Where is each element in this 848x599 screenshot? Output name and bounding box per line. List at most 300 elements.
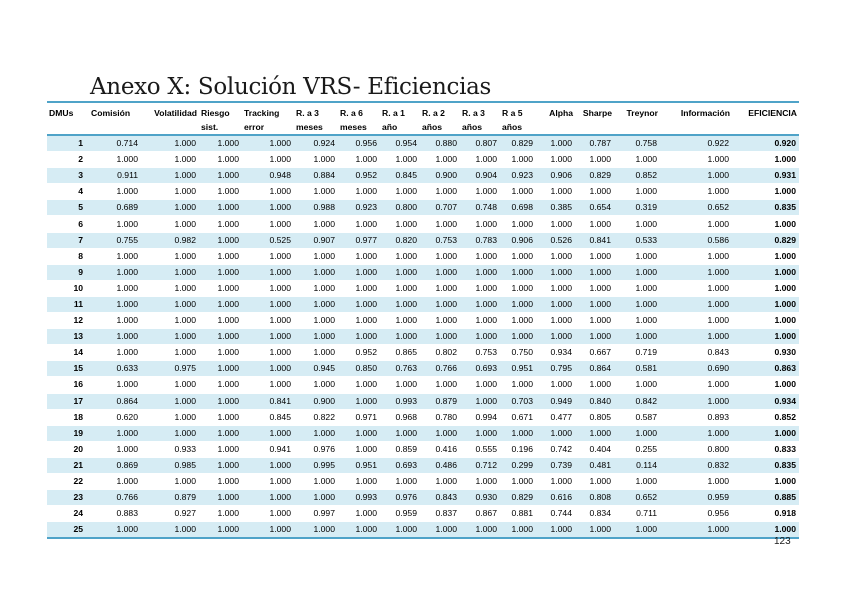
efficiency-table [47,101,799,539]
table-cell: 0.255 [614,441,660,457]
table-cell: 0.829 [575,168,614,184]
column-header: Riesgo sist. [199,102,242,135]
dmu-cell: 24 [47,506,89,522]
table-cell: 1.000 [338,425,380,441]
efficiency-cell: 1.000 [732,522,799,539]
table-cell: 1.000 [660,329,732,345]
table-cell: 1.000 [500,184,536,200]
table-cell: 0.196 [500,441,536,457]
dmu-cell: 2 [47,152,89,168]
dmu-cell: 23 [47,490,89,506]
table-cell: 1.000 [242,296,294,312]
table-cell: 1.000 [575,313,614,329]
table-cell: 0.404 [575,441,614,457]
table-cell: 1.000 [460,329,500,345]
dmu-cell: 13 [47,329,89,345]
table-cell: 0.933 [141,441,199,457]
table-cell: 1.000 [660,393,732,409]
dmu-cell: 19 [47,425,89,441]
table-cell: 1.000 [536,248,575,264]
table-cell: 0.822 [294,409,338,425]
table-cell: 1.000 [141,409,199,425]
table-cell: 0.864 [575,361,614,377]
table-row [47,490,799,506]
table-row [47,248,799,264]
table-cell: 1.000 [141,473,199,489]
table-cell: 0.959 [380,506,420,522]
table-cell: 0.698 [500,200,536,216]
table-row [47,216,799,232]
table-cell: 0.755 [89,232,141,248]
table-cell: 1.000 [141,280,199,296]
table-cell: 1.000 [460,377,500,393]
table-cell: 1.000 [380,377,420,393]
table-cell: 0.586 [660,232,732,248]
dmu-cell: 5 [47,200,89,216]
table-cell: 1.000 [89,425,141,441]
table-cell: 1.000 [660,377,732,393]
table-cell: 1.000 [338,393,380,409]
table-cell: 1.000 [242,345,294,361]
table-cell: 0.949 [536,393,575,409]
table-cell: 1.000 [141,329,199,345]
table-cell: 0.581 [614,361,660,377]
efficiency-cell: 1.000 [732,296,799,312]
table-row [47,425,799,441]
table-cell: 0.486 [420,457,460,473]
table-cell: 1.000 [242,425,294,441]
table-cell: 1.000 [242,313,294,329]
table-cell: 1.000 [536,184,575,200]
table-cell: 1.000 [338,377,380,393]
table-cell: 1.000 [575,152,614,168]
table-cell: 1.000 [536,296,575,312]
page-number: 123 [774,536,791,547]
table-cell: 1.000 [89,216,141,232]
table-cell: 1.000 [536,473,575,489]
table-cell: 1.000 [660,168,732,184]
table-cell: 0.948 [242,168,294,184]
table-cell: 1.000 [294,329,338,345]
table-cell: 1.000 [141,184,199,200]
table-cell: 1.000 [460,264,500,280]
table-cell: 1.000 [199,425,242,441]
table-cell: 0.299 [500,457,536,473]
table-cell: 1.000 [460,313,500,329]
table-cell: 1.000 [660,184,732,200]
table-cell: 1.000 [294,264,338,280]
table-cell: 0.750 [500,345,536,361]
table-cell: 1.000 [242,457,294,473]
table-cell: 1.000 [660,522,732,539]
table-cell: 1.000 [460,216,500,232]
table-cell: 1.000 [141,200,199,216]
table-cell: 1.000 [660,296,732,312]
table-cell: 1.000 [294,296,338,312]
table-cell: 0.879 [420,393,460,409]
dmu-cell: 20 [47,441,89,457]
table-body [47,135,799,538]
dmu-cell: 6 [47,216,89,232]
table-cell: 0.993 [380,393,420,409]
table-cell: 0.976 [380,490,420,506]
table-cell: 0.952 [338,168,380,184]
dmu-cell: 16 [47,377,89,393]
table-cell: 1.000 [242,200,294,216]
table-header-row [47,102,799,135]
table-cell: 0.837 [420,506,460,522]
table-cell: 1.000 [199,361,242,377]
table-cell: 1.000 [199,280,242,296]
table-cell: 0.994 [460,409,500,425]
table-cell: 0.993 [338,490,380,506]
table-cell: 1.000 [199,248,242,264]
column-header: Alpha [536,102,575,135]
table-cell: 0.954 [380,135,420,152]
dmu-cell: 21 [47,457,89,473]
table-cell: 0.763 [380,361,420,377]
table-cell: 1.000 [660,313,732,329]
table-cell: 1.000 [614,313,660,329]
table-cell: 0.620 [89,409,141,425]
table-cell: 1.000 [141,168,199,184]
table-cell: 0.911 [89,168,141,184]
table-row [47,377,799,393]
dmu-cell: 18 [47,409,89,425]
dmu-cell: 1 [47,135,89,152]
table-cell: 0.952 [338,345,380,361]
table-cell: 0.904 [460,168,500,184]
table-cell: 1.000 [420,152,460,168]
table-cell: 1.000 [338,248,380,264]
table-cell: 1.000 [575,425,614,441]
column-header: DMUs [47,102,89,135]
table-cell: 1.000 [242,377,294,393]
table-cell: 1.000 [199,522,242,539]
table-cell: 0.893 [660,409,732,425]
table-cell: 1.000 [536,216,575,232]
table-row [47,457,799,473]
table-cell: 1.000 [294,313,338,329]
table-cell: 1.000 [338,184,380,200]
efficiency-cell: 1.000 [732,425,799,441]
table-cell: 1.000 [614,522,660,539]
table-cell: 0.533 [614,232,660,248]
table-cell: 0.654 [575,200,614,216]
table-cell: 1.000 [614,329,660,345]
column-header: R. a 6 meses [338,102,380,135]
table-cell: 0.808 [575,490,614,506]
column-header: R. a 3 años [460,102,500,135]
table-cell: 1.000 [89,313,141,329]
column-header: Volatilidad [141,102,199,135]
table-cell: 0.714 [89,135,141,152]
table-row [47,393,799,409]
table-cell: 1.000 [460,393,500,409]
table-cell: 1.000 [242,135,294,152]
table-cell: 0.703 [500,393,536,409]
table-cell: 1.000 [199,490,242,506]
column-header: Información [660,102,732,135]
table-cell: 1.000 [614,425,660,441]
table-cell: 0.693 [380,457,420,473]
efficiency-cell: 1.000 [732,313,799,329]
table-cell: 1.000 [420,473,460,489]
table-cell: 0.997 [294,506,338,522]
table-cell: 1.000 [380,248,420,264]
table-row [47,329,799,345]
table-cell: 1.000 [141,425,199,441]
table-cell: 1.000 [660,473,732,489]
table-cell: 0.880 [420,135,460,152]
table-cell: 0.758 [614,135,660,152]
table-cell: 1.000 [294,377,338,393]
table-cell: 0.859 [380,441,420,457]
efficiency-cell: 0.918 [732,506,799,522]
table-cell: 1.000 [575,280,614,296]
table-cell: 0.879 [141,490,199,506]
table-cell: 0.753 [420,232,460,248]
table-cell: 1.000 [500,329,536,345]
table-cell: 1.000 [420,280,460,296]
table-cell: 1.000 [294,152,338,168]
table-cell: 1.000 [199,457,242,473]
efficiency-cell: 1.000 [732,264,799,280]
table-cell: 0.985 [141,457,199,473]
table-cell: 0.841 [242,393,294,409]
table-row [47,152,799,168]
table-cell: 1.000 [575,296,614,312]
table-cell: 1.000 [500,313,536,329]
table-cell: 0.867 [460,506,500,522]
column-header: EFICIENCIA [732,102,799,135]
table-cell: 1.000 [199,393,242,409]
table-cell: 0.712 [460,457,500,473]
table-cell: 0.693 [460,361,500,377]
table-cell: 1.000 [141,377,199,393]
table-row [47,473,799,489]
table-cell: 1.000 [338,441,380,457]
table-cell: 0.956 [338,135,380,152]
table-cell: 1.000 [242,473,294,489]
efficiency-cell: 0.852 [732,409,799,425]
table-cell: 1.000 [380,296,420,312]
table-cell: 0.416 [420,441,460,457]
table-cell: 1.000 [338,296,380,312]
table-cell: 1.000 [660,216,732,232]
table-cell: 0.841 [575,232,614,248]
table-cell: 0.319 [614,200,660,216]
efficiency-cell: 1.000 [732,280,799,296]
table-cell: 1.000 [575,377,614,393]
table-cell: 1.000 [614,248,660,264]
table-cell: 0.971 [338,409,380,425]
table-cell: 1.000 [199,506,242,522]
table-cell: 0.845 [380,168,420,184]
dmu-cell: 11 [47,296,89,312]
table-cell: 0.945 [294,361,338,377]
table-cell: 0.385 [536,200,575,216]
table-cell: 1.000 [660,264,732,280]
table-row [47,522,799,539]
table-cell: 1.000 [141,216,199,232]
table-cell: 1.000 [89,522,141,539]
table-row [47,441,799,457]
table-cell: 1.000 [199,232,242,248]
table-cell: 1.000 [242,152,294,168]
table-cell: 1.000 [242,184,294,200]
table-cell: 1.000 [89,152,141,168]
page-title: Anexo X: Solución VRS- Eficiencias [90,74,492,100]
table-cell: 1.000 [242,329,294,345]
table-cell: 1.000 [242,280,294,296]
table-cell: 1.000 [536,313,575,329]
table-cell: 1.000 [141,135,199,152]
table-cell: 0.927 [141,506,199,522]
table-cell: 0.525 [242,232,294,248]
table-cell: 1.000 [294,490,338,506]
table-cell: 1.000 [294,216,338,232]
table-cell: 0.805 [575,409,614,425]
table-cell: 1.000 [380,522,420,539]
table-cell: 0.477 [536,409,575,425]
table-cell: 1.000 [660,425,732,441]
table-cell: 1.000 [460,280,500,296]
table-cell: 1.000 [536,135,575,152]
table-cell: 1.000 [614,264,660,280]
table-row [47,184,799,200]
table-cell: 0.900 [420,168,460,184]
table-cell: 0.930 [460,490,500,506]
table-cell: 1.000 [460,248,500,264]
table-cell: 0.924 [294,135,338,152]
table-cell: 0.968 [380,409,420,425]
table-cell: 1.000 [338,152,380,168]
table-cell: 0.850 [338,361,380,377]
table-cell: 1.000 [536,264,575,280]
table-cell: 1.000 [380,184,420,200]
table-cell: 1.000 [536,377,575,393]
table-cell: 1.000 [338,329,380,345]
table-cell: 0.906 [536,168,575,184]
table-cell: 0.834 [575,506,614,522]
table-cell: 1.000 [294,522,338,539]
table-cell: 1.000 [660,152,732,168]
table-cell: 0.900 [294,393,338,409]
table-cell: 0.995 [294,457,338,473]
table-cell: 1.000 [500,152,536,168]
table-cell: 0.633 [89,361,141,377]
table-cell: 1.000 [141,248,199,264]
efficiency-cell: 0.920 [732,135,799,152]
table-cell: 1.000 [338,506,380,522]
table-cell: 1.000 [89,329,141,345]
table-cell: 1.000 [294,473,338,489]
table-cell: 0.766 [89,490,141,506]
table-cell: 1.000 [614,377,660,393]
table-cell: 1.000 [141,522,199,539]
table-cell: 1.000 [536,280,575,296]
table-cell: 0.865 [380,345,420,361]
table-cell: 0.988 [294,200,338,216]
table-cell: 1.000 [420,296,460,312]
table-cell: 0.742 [536,441,575,457]
table-cell: 1.000 [614,280,660,296]
table-cell: 0.526 [536,232,575,248]
column-header: R. a 1 año [380,102,420,135]
table-cell: 1.000 [420,184,460,200]
table-cell: 0.923 [338,200,380,216]
dmu-cell: 15 [47,361,89,377]
table-cell: 1.000 [575,522,614,539]
table-cell: 1.000 [199,200,242,216]
table-cell: 1.000 [338,280,380,296]
table-cell: 0.907 [294,232,338,248]
table-cell: 0.959 [660,490,732,506]
table-row [47,280,799,296]
table-cell: 1.000 [338,313,380,329]
table-cell: 0.941 [242,441,294,457]
table-cell: 0.616 [536,490,575,506]
table-cell: 1.000 [141,313,199,329]
table-cell: 1.000 [420,264,460,280]
table-cell: 0.840 [575,393,614,409]
table-cell: 1.000 [614,184,660,200]
table-cell: 1.000 [575,248,614,264]
table-cell: 1.000 [294,184,338,200]
table-cell: 0.744 [536,506,575,522]
table-cell: 1.000 [380,473,420,489]
table-cell: 0.667 [575,345,614,361]
table-cell: 0.820 [380,232,420,248]
table-cell: 0.671 [500,409,536,425]
table-cell: 1.000 [89,345,141,361]
dmu-cell: 7 [47,232,89,248]
table-cell: 0.976 [294,441,338,457]
table-row [47,506,799,522]
table-cell: 1.000 [199,377,242,393]
table-cell: 0.795 [536,361,575,377]
table-cell: 1.000 [141,345,199,361]
table-cell: 1.000 [199,152,242,168]
table-cell: 1.000 [660,248,732,264]
table-cell: 1.000 [199,473,242,489]
table-cell: 1.000 [380,264,420,280]
table-cell: 0.753 [460,345,500,361]
table-cell: 0.800 [660,441,732,457]
table-cell: 1.000 [141,152,199,168]
table-cell: 1.000 [199,329,242,345]
table-cell: 1.000 [380,313,420,329]
table-row [47,345,799,361]
table-cell: 0.780 [420,409,460,425]
efficiency-cell: 0.833 [732,441,799,457]
table-cell: 0.829 [500,135,536,152]
table-cell: 0.652 [660,200,732,216]
table-cell: 0.719 [614,345,660,361]
table-cell: 0.587 [614,409,660,425]
table-cell: 1.000 [500,473,536,489]
table-cell: 0.956 [660,506,732,522]
table-cell: 1.000 [338,473,380,489]
table-cell: 1.000 [141,296,199,312]
table-cell: 1.000 [380,152,420,168]
table-cell: 0.707 [420,200,460,216]
table-cell: 0.883 [89,506,141,522]
table-cell: 1.000 [536,522,575,539]
efficiency-cell: 0.829 [732,232,799,248]
table-cell: 0.829 [500,490,536,506]
